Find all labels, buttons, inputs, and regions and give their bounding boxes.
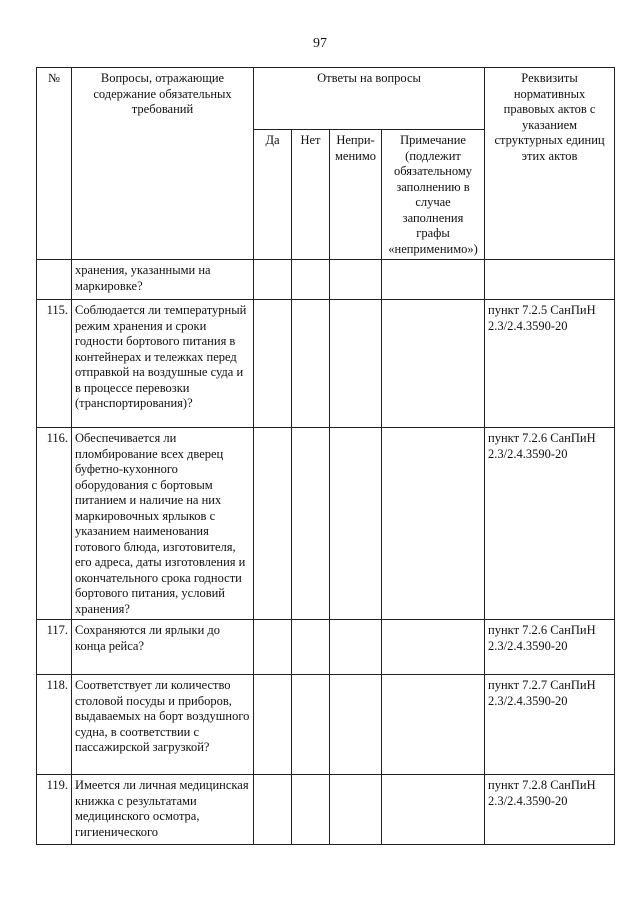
row-question: Соответствует ли количество столовой посуды и приборов, выдаваемых на борт воздушного судна, в соответствии с пассажирской загрузкой? — [72, 675, 254, 775]
note-cell — [382, 260, 485, 300]
row-question: Имеется ли личная медицинская книжка с результатами медицинского осмотра, гигиенического — [72, 775, 254, 845]
answer-yes-cell — [254, 775, 292, 845]
table-row — [37, 620, 615, 675]
header-question: Вопросы, отражающие содержание обязательных требований — [72, 68, 254, 260]
note-cell — [382, 620, 485, 675]
header-requisites: Реквизиты нормативных правовых актов с указанием структурных единиц этих актов — [485, 68, 615, 260]
answer-na-cell — [330, 300, 382, 428]
row-reference: пункт 7.2.7 СанПиН 2.3/2.4.3590-20 — [485, 675, 615, 775]
answer-no-cell — [292, 428, 330, 620]
answer-no-cell — [292, 300, 330, 428]
answer-yes-cell — [254, 675, 292, 775]
row-reference: пункт 7.2.8 СанПиН 2.3/2.4.3590-20 — [485, 775, 615, 845]
answer-na-cell — [330, 675, 382, 775]
answer-na-cell — [330, 620, 382, 675]
answer-yes-cell — [254, 260, 292, 300]
row-question: Обеспечивается ли пломбирование всех дверец буфетно-кухонного оборудования с бортовым питанием и наличие на них маркировочных ярлыков с указанием наименования готового блюда, изготовителя, его адреса, даты изготовления и окончательного срока годности бортового питания, условий хранения? — [72, 428, 254, 620]
row-number: 115. — [37, 300, 72, 428]
row-question: Сохраняются ли ярлыки до конца рейса? — [72, 620, 254, 675]
row-question: Соблюдается ли температурный режим хранения и сроки годности бортового питания в контейнерах и тележках перед отправкой на воздушные суда и в процессе перевозки (транспортирования)? — [72, 300, 254, 428]
answer-na-cell — [330, 775, 382, 845]
answer-na-cell — [330, 428, 382, 620]
page-number: 97 — [313, 36, 327, 51]
answer-na-cell — [330, 260, 382, 300]
table-row — [37, 260, 615, 300]
note-cell — [382, 300, 485, 428]
answer-no-cell — [292, 620, 330, 675]
row-number: 116. — [37, 428, 72, 620]
row-reference: пункт 7.2.6 СанПиН 2.3/2.4.3590-20 — [485, 428, 615, 620]
row-number: 117. — [37, 620, 72, 675]
answer-no-cell — [292, 775, 330, 845]
answer-no-cell — [292, 260, 330, 300]
header-row-1 — [37, 68, 615, 130]
header-num: № — [37, 68, 72, 260]
answer-yes-cell — [254, 620, 292, 675]
table-row — [37, 675, 615, 775]
row-question: хранения, указанными на маркировке? — [72, 260, 254, 300]
row-number: 118. — [37, 675, 72, 775]
checklist-table — [36, 67, 615, 845]
header-note: Примечание (подлежит обязательному заполнению в случае заполнения графы «неприменимо») — [382, 130, 485, 260]
table-row — [37, 300, 615, 428]
row-number — [37, 260, 72, 300]
note-cell — [382, 775, 485, 845]
row-reference: пункт 7.2.5 СанПиН 2.3/2.4.3590-20 — [485, 300, 615, 428]
header-yes: Да — [254, 130, 292, 260]
row-number: 119. — [37, 775, 72, 845]
header-not-applicable: Непри-менимо — [330, 130, 382, 260]
table-row — [37, 775, 615, 845]
note-cell — [382, 428, 485, 620]
answer-yes-cell — [254, 300, 292, 428]
row-reference: пункт 7.2.6 СанПиН 2.3/2.4.3590-20 — [485, 620, 615, 675]
row-reference — [485, 260, 615, 300]
answer-yes-cell — [254, 428, 292, 620]
answer-no-cell — [292, 675, 330, 775]
note-cell — [382, 675, 485, 775]
table-row — [37, 428, 615, 620]
header-answers: Ответы на вопросы — [254, 68, 485, 130]
header-no: Нет — [292, 130, 330, 260]
